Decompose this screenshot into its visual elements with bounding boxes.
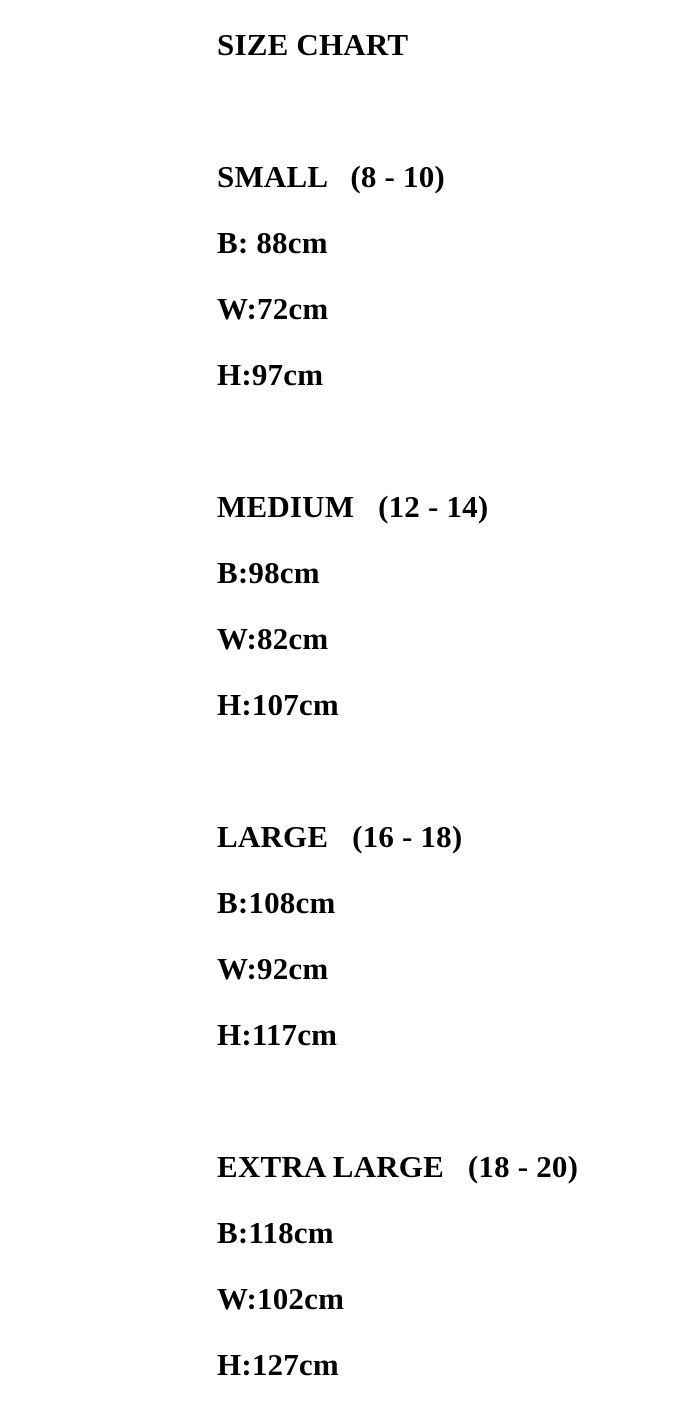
measurement-hip-large: H:117cm — [217, 1017, 338, 1052]
blank-line — [217, 738, 684, 804]
measurement-hip-small: H:97cm — [217, 357, 324, 392]
size-section-extra-large — [217, 1134, 684, 1398]
measurement-hip-extra-large: H:127cm — [217, 1347, 339, 1382]
section-header-large: LARGE (16 - 18) — [217, 819, 463, 854]
measurement-waist-large: W:92cm — [217, 951, 329, 986]
section-header-extra-large: EXTRA LARGE (18 - 20) — [217, 1149, 579, 1184]
measurement-waist-extra-large: W:102cm — [217, 1281, 345, 1316]
measurement-waist-medium: W:82cm — [217, 621, 329, 656]
section-header-small: SMALL (8 - 10) — [217, 159, 445, 194]
size-section-large — [217, 804, 684, 1068]
blank-line — [217, 408, 684, 474]
blank-line — [217, 1068, 684, 1134]
measurement-bust-medium: B:98cm — [217, 555, 320, 590]
measurement-bust-small: B: 88cm — [217, 225, 328, 260]
size-section-small — [217, 144, 684, 408]
page-title: SIZE CHART — [217, 27, 409, 62]
blank-line — [217, 78, 684, 144]
measurement-waist-small: W:72cm — [217, 291, 329, 326]
measurement-hip-medium: H:107cm — [217, 687, 339, 722]
section-header-medium: MEDIUM (12 - 14) — [217, 489, 489, 524]
measurement-bust-large: B:108cm — [217, 885, 336, 920]
size-section-medium — [217, 474, 684, 738]
measurement-bust-extra-large: B:118cm — [217, 1215, 334, 1250]
